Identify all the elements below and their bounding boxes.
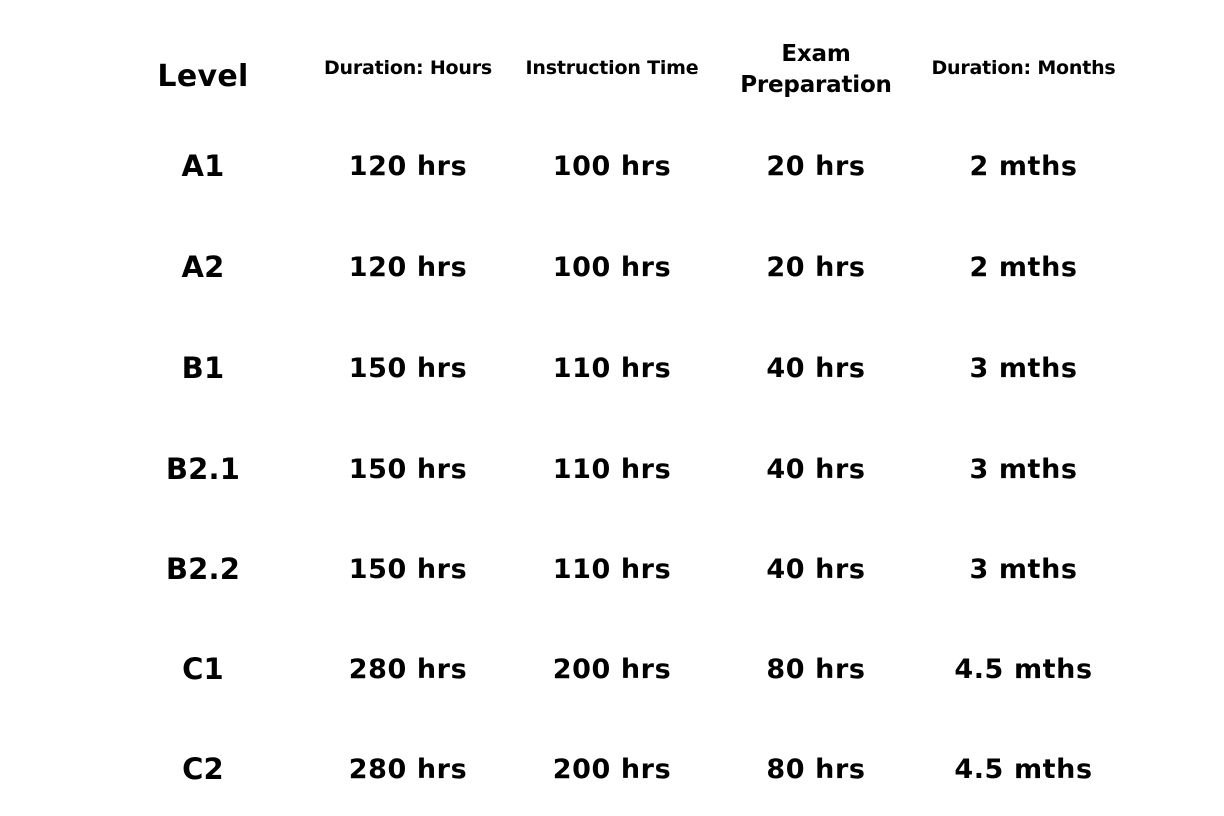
cell-duration-hours: 120 hrs — [348, 150, 468, 182]
cell-duration-hours: 150 hrs — [348, 352, 468, 384]
cell-duration-months: 3 mths — [969, 553, 1078, 585]
cell-exam-preparation: 40 hrs — [766, 553, 866, 585]
cell-instruction-time: 110 hrs — [552, 553, 672, 585]
cell-level: B2.2 — [165, 552, 241, 586]
cell-exam-preparation: 40 hrs — [766, 453, 866, 485]
header-instruction-time: Instruction Time — [525, 56, 699, 79]
table-row — [0, 237, 1224, 297]
table-row — [0, 136, 1224, 196]
cell-instruction-time: 100 hrs — [552, 150, 672, 182]
header-level: Level — [157, 58, 249, 94]
cell-instruction-time: 110 hrs — [552, 352, 672, 384]
cell-instruction-time: 200 hrs — [552, 753, 672, 785]
cell-duration-hours: 150 hrs — [348, 453, 468, 485]
cell-exam-preparation: 80 hrs — [766, 653, 866, 685]
header-duration-hours: Duration: Hours — [323, 56, 493, 79]
cell-instruction-time: 110 hrs — [552, 453, 672, 485]
table-row — [0, 338, 1224, 398]
table-row — [0, 439, 1224, 499]
table-row — [0, 539, 1224, 599]
cell-duration-hours: 280 hrs — [348, 653, 468, 685]
cell-exam-preparation: 80 hrs — [766, 753, 866, 785]
cell-instruction-time: 100 hrs — [552, 251, 672, 283]
cell-level: B1 — [181, 351, 225, 385]
cell-duration-months: 3 mths — [969, 352, 1078, 384]
cell-level: B2.1 — [165, 452, 241, 486]
cell-exam-preparation: 40 hrs — [766, 352, 866, 384]
cell-duration-months: 2 mths — [969, 251, 1078, 283]
table-header-row — [0, 30, 1224, 110]
cell-exam-preparation: 20 hrs — [766, 251, 866, 283]
cell-duration-hours: 280 hrs — [348, 753, 468, 785]
cell-duration-months: 3 mths — [969, 453, 1078, 485]
cell-level: A2 — [181, 250, 225, 284]
cell-duration-hours: 120 hrs — [348, 251, 468, 283]
cell-level: C1 — [182, 652, 224, 686]
table-row — [0, 639, 1224, 699]
header-exam-preparation: Exam Preparation — [740, 41, 892, 98]
cell-exam-preparation: 20 hrs — [766, 150, 866, 182]
cell-duration-months: 2 mths — [969, 150, 1078, 182]
cell-duration-months: 4.5 mths — [954, 753, 1093, 785]
table-row — [0, 739, 1224, 799]
cell-duration-months: 4.5 mths — [954, 653, 1093, 685]
cell-level: A1 — [181, 149, 225, 183]
cell-duration-hours: 150 hrs — [348, 553, 468, 585]
cell-instruction-time: 200 hrs — [552, 653, 672, 685]
header-duration-months: Duration: Months — [931, 56, 1116, 79]
cell-level: C2 — [182, 752, 224, 786]
